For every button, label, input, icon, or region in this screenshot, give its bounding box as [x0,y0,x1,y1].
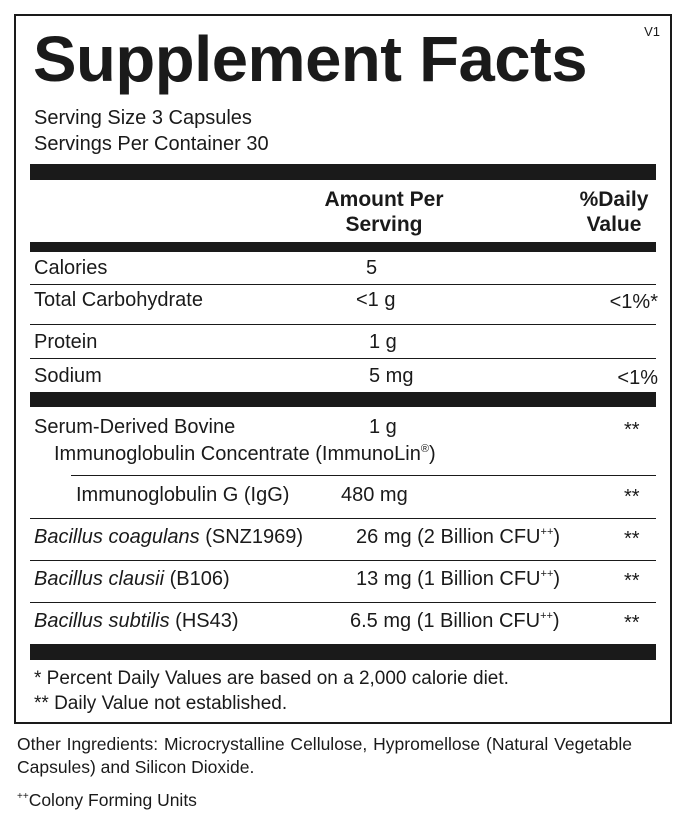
calories-label: Calories [34,257,108,279]
bacillus-subtilis-dv: ** [624,612,640,634]
serving-size: Serving Size 3 Capsules [34,107,252,129]
row-divider [30,602,656,603]
row-divider [30,284,656,285]
sodium-label: Sodium [34,365,102,387]
calories-amount: 5 [366,257,378,279]
sbi-label-line1: Serum-Derived Bovine [34,416,236,438]
igg-label: Immunoglobulin G (IgG) [76,484,290,506]
total-carbohydrate-dv: <1%* [609,291,658,313]
cfu-note: ++Colony Forming Units [17,790,197,810]
row-divider [30,324,656,325]
version-label: V1 [644,24,660,39]
bacillus-coagulans-label: Bacillus coagulans (SNZ1969) [34,526,304,548]
igg-amount: 480 mg [341,484,408,506]
sbi-dv: ** [624,419,640,441]
other-ingredients: Other Ingredients: Microcrystalline Cellulose, Hypromellose (Natural Vegetable Capsules) and Silicon Dioxide. [17,734,632,777]
panel-title: Supplement Facts [33,23,588,95]
bacillus-coagulans-amount: 26 mg (2 Billion CFU++) [356,526,561,548]
footnote-percent-dv: * Percent Daily Values are based on a 2,000 calorie diet. [34,668,509,689]
bacillus-subtilis-amount: 6.5 mg (1 Billion CFU++) [350,610,560,632]
sbi-amount: 1 g [369,416,397,438]
sbi-label-line2: Immunoglobulin Concentrate (ImmunoLin®) [54,443,436,465]
total-carbohydrate-amount: <1 g [356,289,396,311]
bacillus-coagulans-dv: ** [624,528,640,550]
row-divider [30,518,656,519]
supplement-facts-panel [14,14,672,724]
row-divider [71,475,656,476]
thick-divider-bottom [30,644,656,660]
bacillus-clausii-amount: 13 mg (1 Billion CFU++) [356,568,561,590]
sodium-amount: 5 mg [369,365,414,387]
servings-per-container: Servings Per Container 30 [34,133,269,155]
protein-label: Protein [34,331,98,353]
igg-dv: ** [624,486,640,508]
sodium-dv: <1% [617,367,658,389]
thick-divider-top [30,164,656,180]
daily-value-header: %Daily Value [579,188,649,236]
row-divider [30,560,656,561]
footnote-not-established: ** Daily Value not established. [34,693,288,714]
total-carbohydrate-label: Total Carbohydrate [34,289,203,311]
thick-divider-middle [30,392,656,407]
row-divider [30,358,656,359]
protein-amount: 1 g [369,331,397,353]
bacillus-clausii-label: Bacillus clausii (B106) [34,568,230,590]
bacillus-subtilis-label: Bacillus subtilis (HS43) [34,610,239,632]
amount-per-serving-header: Amount Per Serving [324,188,444,236]
bacillus-clausii-dv: ** [624,570,640,592]
thick-divider-header [30,242,656,252]
